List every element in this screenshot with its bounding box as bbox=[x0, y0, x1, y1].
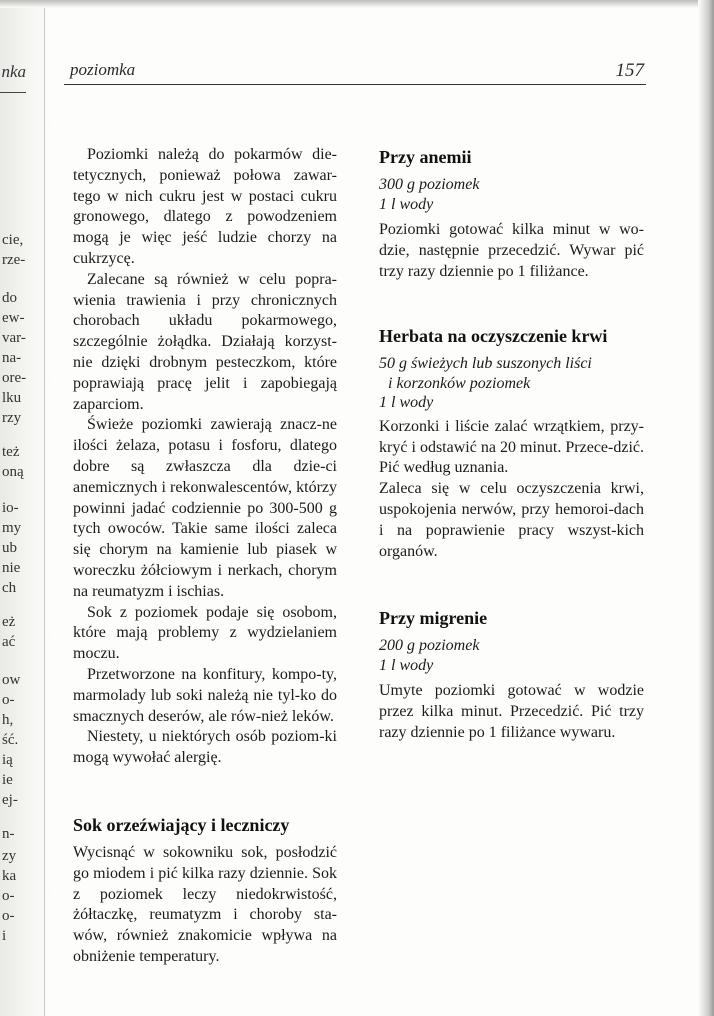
ingredients-herbata bbox=[379, 354, 644, 413]
left-page-fragment: ej- bbox=[2, 792, 18, 808]
left-page-header: nka bbox=[1, 62, 26, 81]
left-page-fragment: ią bbox=[2, 752, 13, 768]
ingredient-line: 1 l wody bbox=[379, 656, 434, 674]
left-page-fragment: h, bbox=[2, 712, 14, 728]
intro-paragraph: Niestety, u niektórych osób poziom-ki mogą wywołać alergię. bbox=[73, 728, 337, 767]
left-page-fragment: do bbox=[2, 290, 17, 306]
left-page-fragment: nie bbox=[2, 560, 21, 576]
left-page-fragment: ka bbox=[2, 868, 17, 884]
left-page-fragment: ub bbox=[2, 540, 17, 556]
left-page-fragment: na- bbox=[2, 350, 22, 366]
left-page-fragment: o- bbox=[2, 692, 15, 708]
header-rule bbox=[64, 84, 646, 85]
left-page-fragment: var- bbox=[2, 330, 26, 346]
left-page-fragment: eż bbox=[2, 614, 16, 630]
left-page-fragment: ow bbox=[2, 672, 21, 688]
intro-paragraph: Sok z poziomek podaje się osobom, które mają problemy z wydzielaniem moczu. bbox=[73, 603, 337, 663]
recipe-text-herbata: Korzonki i liście zalać wrzątkiem, przy-kryć i odstawić na 20 minut. Przece-dzić. Pić według uznania. bbox=[379, 417, 644, 477]
left-page-fragment: rze- bbox=[2, 252, 26, 268]
left-page-fragment: ać bbox=[2, 634, 16, 650]
recipe-title-herbata: Herbata na oczyszczenie krwi bbox=[379, 326, 608, 347]
left-page-fragment: my bbox=[2, 520, 22, 536]
left-page-fragment: ch bbox=[2, 580, 17, 596]
recipe-title-sok: Sok orzeźwiający i leczniczy bbox=[73, 814, 290, 835]
left-page-fragment: i bbox=[2, 928, 7, 944]
ingredient-line: 300 g poziomek bbox=[379, 176, 480, 193]
left-page-fragment: io- bbox=[2, 500, 19, 516]
ingredient-line: 200 g poziomek bbox=[379, 637, 480, 655]
page-top-edge bbox=[0, 0, 714, 8]
left-page-fragment: też bbox=[2, 444, 20, 460]
left-page-edge bbox=[0, 0, 44, 1016]
left-page-fragment: oną bbox=[2, 464, 24, 480]
left-page-fragment: zy bbox=[2, 848, 17, 864]
left-page-header-rule bbox=[0, 92, 26, 93]
left-page-fragment: n- bbox=[2, 826, 15, 842]
left-page-fragment: rzy bbox=[2, 410, 22, 426]
ingredients-migrena bbox=[379, 636, 644, 675]
left-page-fragment: o- bbox=[2, 908, 15, 924]
ingredient-line: 1 l wody bbox=[379, 394, 434, 412]
ingredients-anemia bbox=[379, 175, 644, 214]
ingredient-line: 50 g świeżych lub suszonych liści bbox=[379, 355, 592, 373]
running-header-title: poziomka bbox=[70, 60, 136, 79]
recipe-text-anemia: Poziomki gotować kilka minut w wo-dzie, następnie przecedzić. Wywar pić trzy razy dziennie po 1 filiżance. bbox=[379, 221, 644, 280]
right-column bbox=[379, 145, 644, 744]
left-page-fragment: cie, bbox=[2, 232, 24, 248]
recipe-text-sok: Wycisnąć w sokowniku sok, posłodzić go miodem i pić kilka razy dziennie. Sok z poziomek leczy niedokrwistość, żółtaczkę, reumatyzm i choroby sta-wów, również znakomicie wpływa na obniżenie temperatury. bbox=[73, 843, 337, 965]
left-page-fragment: ie bbox=[2, 772, 13, 788]
left-page-fragment: ew- bbox=[2, 310, 25, 326]
intro-paragraph: Przetworzone na konfitury, kompo-ty, marmolady lub soki należą nie tyl-ko do smacznych deserów, ale rów-nież leków. bbox=[73, 665, 337, 725]
left-page-fragment: lku bbox=[2, 390, 22, 406]
running-header bbox=[70, 60, 646, 86]
left-page-fragment: o- bbox=[2, 888, 15, 904]
recipe-title-anemia: Przy anemii bbox=[379, 147, 472, 167]
page-fold bbox=[44, 0, 45, 1016]
recipe-text-herbata-2: Zaleca się w celu oczyszczenia krwi, uspokojenia nerwów, przy hemoroi-dach i na poprawienie pracy wszyst-kich organów. bbox=[379, 480, 644, 560]
intro-paragraph: Zalecane są również w celu popra-wienia trawienia i przy chronicznych chorobach układu pokarmowego, szczególnie żołądka. Działają korzyst-nie dzięki drobnym pesteczkom, które poprawiają pracę jelit i zapobiegają zaparciom. bbox=[73, 270, 337, 413]
page-number: 157 bbox=[615, 60, 644, 81]
recipe-text-migrena: Umyte poziomki gotować w wodzie przez kilka minut. Przecedzić. Pić trzy razy dziennie po 1 filiżance wywaru. bbox=[379, 682, 644, 742]
intro-paragraph: Świeże poziomki zawierają znacz-ne ilości żelaza, potasu i fosforu, dlatego dobre są zwłaszcza dla dzie-ci anemicznych i rekonwalescentów, którzy powinni jadać codziennie po 300-500 g tych owoców. Takie same ilości zaleca się chorym na kamienie lub piasek w woreczku żółciowym i nerkach, chorym na reumatyzm i ischias. bbox=[73, 416, 337, 600]
ingredient-line: i korzonków poziomek bbox=[388, 374, 531, 392]
left-page-fragment: ść. bbox=[2, 732, 19, 748]
ingredient-line: 1 l wody bbox=[379, 195, 434, 213]
intro-paragraph: Poziomki należą do pokarmów die-tetycznych, ponieważ połowa zawar-tego w nich cukru jest w postaci cukru gronowego, dlatego z powodzeniem mogą je więc jeść ludzie chorzy na cukrzycę. bbox=[73, 146, 337, 267]
page-right-edge bbox=[698, 0, 714, 1016]
left-column bbox=[73, 145, 337, 968]
recipe-title-migrena: Przy migrenie bbox=[379, 608, 488, 629]
left-page-fragment: ore- bbox=[2, 370, 27, 386]
